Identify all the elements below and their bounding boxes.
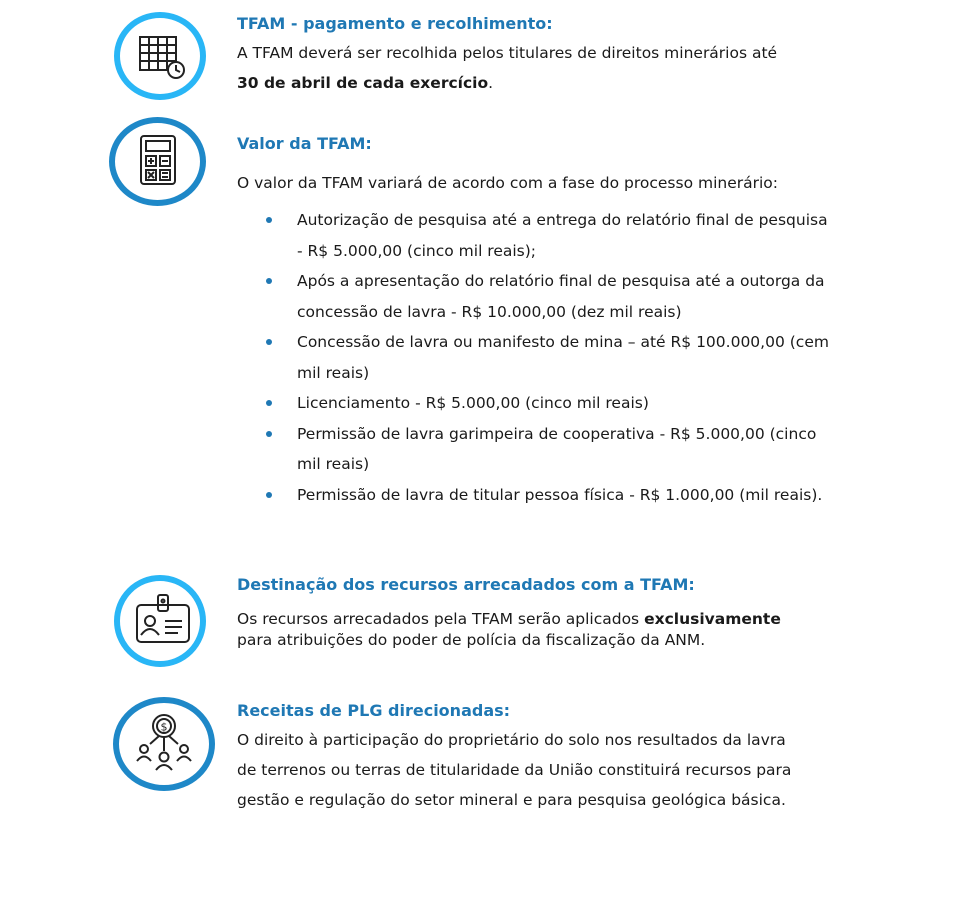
bullet-icon xyxy=(266,431,272,437)
list-item: Após a apresentação do relatório final de pesquisa até a outorga da concessão de lavra - R$ 10.000,00 (dez mil reais) xyxy=(266,266,836,327)
section-text: Os recursos arrecadados pela TFAM serão aplicados exclusivamente para atribuições do poder de polícia da fiscalização da ANM. xyxy=(237,610,781,649)
section-title: TFAM - pagamento e recolhimento: xyxy=(237,14,553,33)
bullet-icon xyxy=(266,278,272,284)
calculator-icon xyxy=(109,117,206,206)
section-intro: O valor da TFAM variará de acordo com a fase do processo minerário: xyxy=(237,174,779,192)
section-text: A TFAM deverá ser recolhida pelos titulares de direitos minerários até 30 de abril de cada exercício. xyxy=(237,44,778,92)
section-destinacao xyxy=(237,575,837,651)
list-item: Permissão de lavra garimpeira de cooperativa - R$ 5.000,00 (cinco mil reais) xyxy=(266,419,836,480)
bullet-icon xyxy=(266,492,272,498)
money-network-icon xyxy=(113,697,215,791)
svg-text:$: $ xyxy=(160,720,168,734)
list-item: Concessão de lavra ou manifesto de mina – até R$ 100.000,00 (cem mil reais) xyxy=(266,327,836,388)
section-title: Destinação dos recursos arrecadados com a TFAM: xyxy=(237,575,695,594)
section-text: O direito à participação do proprietário do solo nos resultados da lavra de terrenos ou terras de titularidade da União constituirá recursos para gestão e regulação do setor mineral e para pesquisa geológica básica. xyxy=(237,731,792,809)
section-valor xyxy=(237,134,837,198)
list-item: Permissão de lavra de titular pessoa física - R$ 1.000,00 (mil reais). xyxy=(266,480,836,511)
section-receitas xyxy=(237,701,837,815)
section-title: Valor da TFAM: xyxy=(237,134,372,153)
id-badge-icon xyxy=(114,575,206,667)
section-title: Receitas de PLG direcionadas: xyxy=(237,701,511,720)
bullet-icon xyxy=(266,217,272,223)
list-item: Autorização de pesquisa até a entrega do relatório final de pesquisa - R$ 5.000,00 (cinco mil reais); xyxy=(266,205,836,266)
bullet-icon xyxy=(266,400,272,406)
list-item: Licenciamento - R$ 5.000,00 (cinco mil reais) xyxy=(266,388,836,419)
bullet-icon xyxy=(266,339,272,345)
valor-list xyxy=(266,205,836,510)
calendar-clock-icon xyxy=(114,12,206,100)
section-pagamento xyxy=(237,14,837,98)
